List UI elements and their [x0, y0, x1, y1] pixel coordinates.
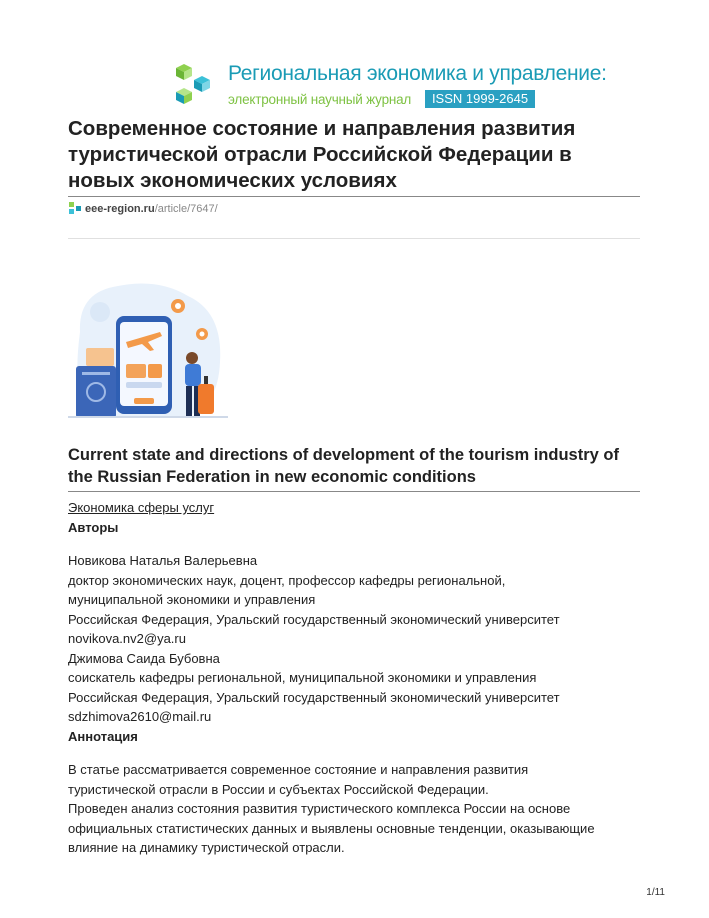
site-favicon-icon	[68, 201, 82, 215]
author-1-name: Новикова Наталья Валерьевна	[68, 553, 258, 568]
category-link[interactable]: Экономика сферы услуг	[68, 500, 215, 515]
abstract-line: туристической отрасли в России и субъектах Российской Федерации.	[68, 781, 489, 797]
source-divider	[68, 238, 640, 239]
author-2-email: sdzhimova2610@mail.ru	[68, 709, 212, 724]
english-title-divider	[68, 491, 640, 492]
article-title-en: Current state and directions of development of the tourism industry of the Russian Federation in new economic conditions	[68, 446, 619, 486]
journal-name: Региональная экономика и управление:	[228, 62, 607, 85]
source-link[interactable]	[68, 201, 218, 217]
journal-header	[172, 62, 607, 112]
abstract-line: официальных статистических данных и выявлены основные тенденции, оказывающие	[68, 820, 595, 836]
author-2-position: соискатель кафедры региональной, муниципальной экономики и управления	[68, 670, 537, 685]
abstract-heading: Аннотация	[68, 728, 138, 744]
author-1-affiliation: Российская Федерация, Уральский государственный экономический университет	[68, 611, 560, 627]
title-divider	[68, 196, 640, 197]
journal-subtitle: электронный научный журнал	[228, 92, 412, 107]
travel-passport-phone-illustration	[68, 272, 228, 420]
source-path: /article/7647/	[154, 203, 218, 215]
cube-cluster-logo-icon	[172, 62, 218, 108]
issn-badge: ISSN 1999-2645	[425, 90, 535, 108]
source-domain: eee-region.ru	[85, 203, 155, 215]
author-2-affiliation: Российская Федерация, Уральский государственный экономический университет	[68, 689, 560, 705]
authors-heading: Авторы	[68, 519, 119, 535]
abstract-line: Проведен анализ состояния развития туристического комплекса России на основе	[68, 801, 571, 816]
abstract-line: В статье рассматривается современное состояние и направления развития	[68, 762, 529, 777]
author-1-position-cont: муниципальной экономики и управления	[68, 592, 316, 607]
author-2-name: Джимова Саида Бубовна	[68, 650, 220, 666]
abstract-line: влияние на динамику туристической отрасли.	[68, 840, 345, 855]
article-title-ru: Современное состояние и направления развития туристической отрасли Российской Федерации в новых экономических условиях	[68, 117, 576, 192]
article-body	[68, 498, 648, 858]
author-1-email: novikova.nv2@ya.ru	[68, 631, 186, 646]
page-number: 1/11	[646, 887, 665, 898]
author-1-position: доктор экономических наук, доцент, профессор кафедры региональной,	[68, 572, 506, 588]
